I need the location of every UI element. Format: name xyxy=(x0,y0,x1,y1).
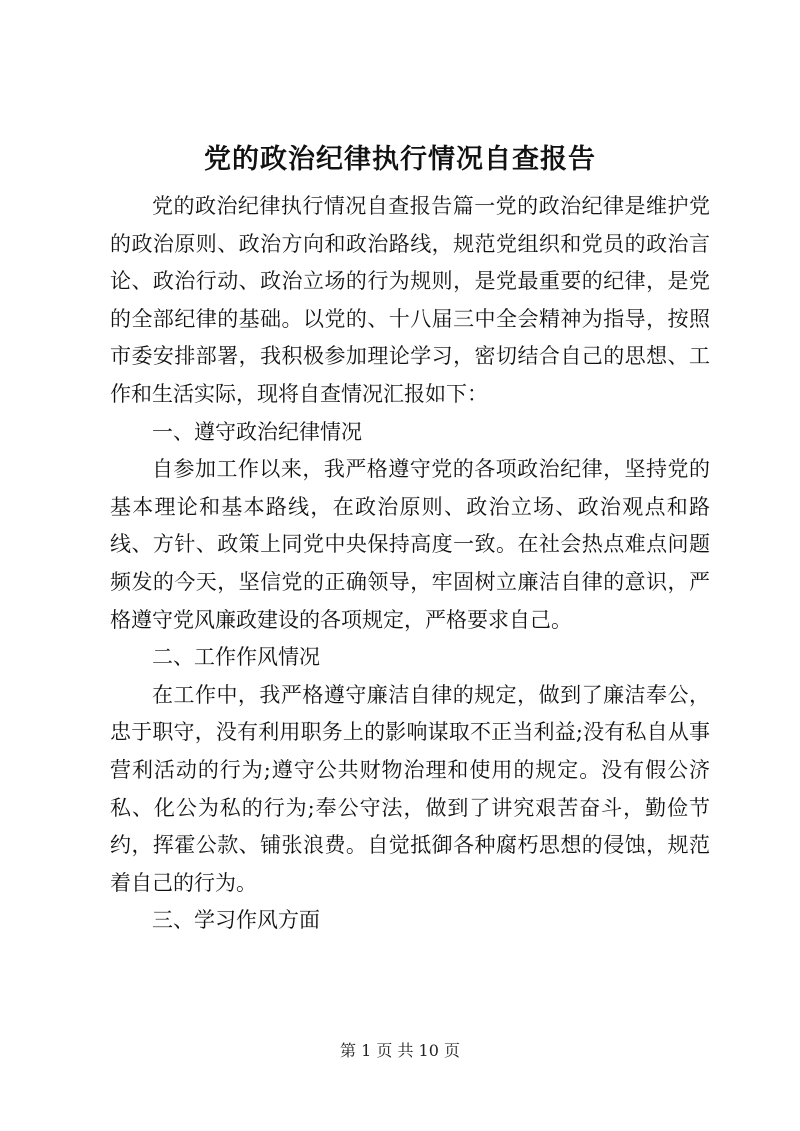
page-number-footer: 第 1 页 共 10 页 xyxy=(340,1041,460,1060)
section-heading-political-discipline: 一、遵守政治纪律情况 xyxy=(152,419,362,444)
intro-paragraph: 党的政治纪律执行情况自查报告篇一党的政治纪律是维护党的政治原则、政治方向和政治路线，规范党组织和党员的政治言论、政治行动、政治立场的行为规则，是党最重要的纪律，是党的全部纪律的基础。以党的、十八届三中全会精神为指导，按照市委安排部署，我积极参加理论学习，密切结合自己的思想、工作和生活实际，现将自查情况汇报如下： xyxy=(110,194,710,406)
section-heading-study-style: 三、学习作风方面 xyxy=(152,908,320,933)
document-body xyxy=(110,188,710,940)
work-style-paragraph: 在工作中，我严格遵守廉洁自律的规定，做到了廉洁奉公，忠于职守，没有利用职务上的影响谋取不正当利益;没有私自从事营利活动的行为;遵守公共财物治理和使用的规定。没有假公济私、化公为私的行为;奉公守法，做到了讲究艰苦奋斗，勤俭节约，挥霍公款、铺张浪费。自觉抵御各种腐朽思想的侵蚀，规范着自己的行为。 xyxy=(110,682,710,895)
document-title: 党的政治纪律执行情况自查报告 xyxy=(204,144,596,175)
section-heading-work-style: 二、工作作风情况 xyxy=(152,645,320,670)
political-discipline-paragraph: 自参加工作以来，我严格遵守党的各项政治纪律，坚持党的基本理论和基本路线，在政治原则、政治立场、政治观点和路线、方针、政策上同党中央保持高度一致。在社会热点难点问题频发的今天，坚信党的正确领导，牢固树立廉洁自律的意识，严格遵守党风廉政建设的各项规定，严格要求自己。 xyxy=(110,457,710,632)
